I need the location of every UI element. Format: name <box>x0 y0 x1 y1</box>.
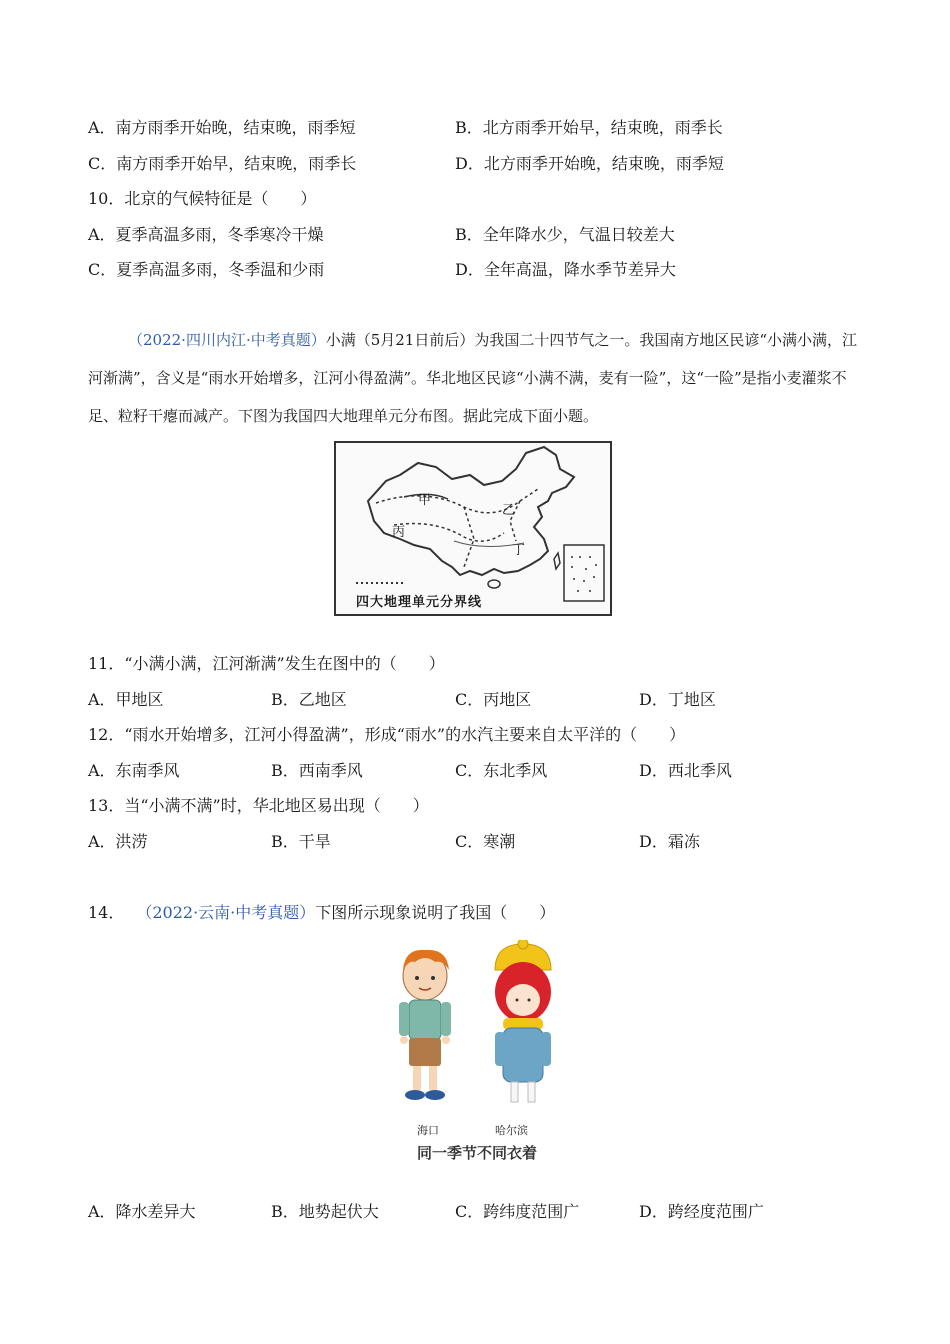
q10-option-b: B．全年降水少，气温日较差大 <box>455 225 675 244</box>
q11-stem: 11．“小满小满，江河渐满”发生在图中的（ ） <box>88 654 445 673</box>
q13-option-a: A．洪涝 <box>88 832 148 851</box>
map-legend: 四大地理单元分界线 <box>356 595 483 610</box>
q11-option-c: C．丙地区 <box>455 690 532 709</box>
clothing-figure <box>395 940 565 1165</box>
q14-stem <box>88 903 555 923</box>
passage <box>88 321 868 435</box>
q14-option-d: D．跨经度范围广 <box>639 1202 764 1221</box>
q11-option-a: A．甲地区 <box>88 690 164 709</box>
q14-option-b: B．地势起伏大 <box>271 1202 379 1221</box>
q12-option-a: A．东南季风 <box>88 761 180 780</box>
q9-option-d: D．北方雨季开始晚，结束晚，雨季短 <box>455 154 724 173</box>
map-label-ding: 丁 <box>512 543 526 558</box>
q13-stem: 13．当“小满不满”时，华北地区易出现（ ） <box>88 796 429 815</box>
q14-option-c: C．跨纬度范围广 <box>455 1202 580 1221</box>
q12-option-d: D．西北季风 <box>639 761 732 780</box>
q10-option-d: D．全年高温，降水季节差异大 <box>455 260 676 279</box>
q12-option-b: B．西南季风 <box>271 761 363 780</box>
figure-caption: 同一季节不同衣着 <box>417 1144 538 1162</box>
q9-option-a: A．南方雨季开始晚，结束晚，雨季短 <box>88 118 356 137</box>
q14-stem-text: 下图所示现象说明了我国（ ） <box>315 903 556 922</box>
q12-stem: 12．“雨水开始增多，江河小得盈满”，形成“雨水”的水汽主要来自太平洋的（ ） <box>88 725 686 744</box>
china-map-figure <box>334 441 612 616</box>
figure-left-label: 海口 <box>417 1124 439 1137</box>
q10-option-c: C．夏季高温多雨，冬季温和少雨 <box>88 260 325 279</box>
q10-stem: 10．北京的气候特征是（ ） <box>88 189 317 208</box>
figure-right-label: 哈尔滨 <box>495 1124 528 1137</box>
q14-source: （2022·云南·中考真题） <box>136 903 316 922</box>
q14-option-a: A．降水差异大 <box>88 1202 196 1221</box>
q12-option-c: C．东北季风 <box>455 761 548 780</box>
map-label-yi: 乙 <box>502 503 516 518</box>
q14-number: 14． <box>88 903 125 922</box>
children-illustration <box>395 940 565 1110</box>
q11-option-b: B．乙地区 <box>271 690 347 709</box>
q9-option-b: B．北方雨季开始早，结束晚，雨季长 <box>455 118 723 137</box>
passage-source: （2022·四川内江·中考真题） <box>128 331 326 349</box>
map-label-bing: 丙 <box>392 525 406 540</box>
map-label-jia: 甲 <box>418 493 432 508</box>
q11-option-d: D．丁地区 <box>639 690 716 709</box>
china-map-image <box>334 441 612 616</box>
passage-text: 小满（5月21日前后）为我国二十四节气之一。我国南方地区民谚“小满小满，江河渐满”，含义是“雨水开始增多，江河小得盈满”。华北地区民谚“小满不满，麦有一险”，这“一险”是指小麦灌浆不足、粒籽干瘪而减产。下图为我国四大地理单元分布图。据此完成下面小题。 <box>88 331 858 425</box>
q13-option-d: D．霜冻 <box>639 832 700 851</box>
boy-illustration <box>399 950 451 1100</box>
q13-option-c: C．寒潮 <box>455 832 516 851</box>
girl-illustration <box>495 940 551 1102</box>
q13-option-b: B．干旱 <box>271 832 331 851</box>
q10-option-a: A．夏季高温多雨，冬季寒冷干燥 <box>88 225 324 244</box>
q9-option-c: C．南方雨季开始早，结束晚，雨季长 <box>88 154 357 173</box>
